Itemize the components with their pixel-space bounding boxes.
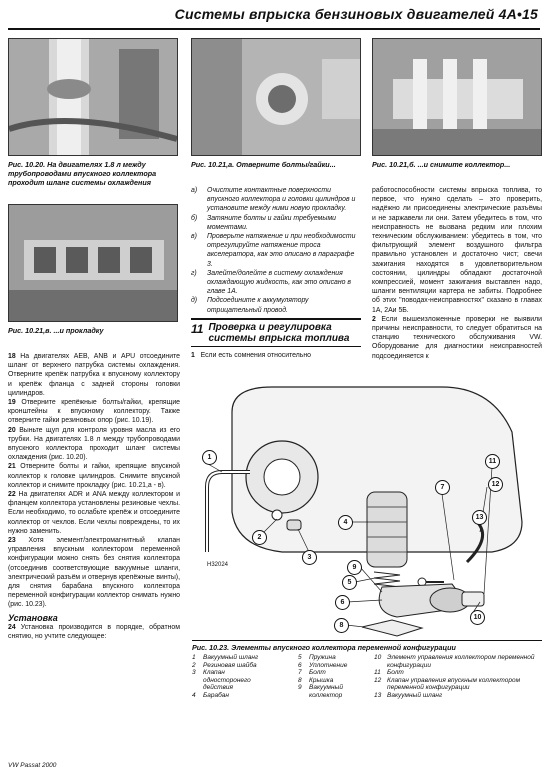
legend-column-2 [298, 654, 368, 700]
section-11-para-1: 1 Если есть сомнения относительно [191, 352, 312, 359]
legend-item: 11 Болт [374, 669, 404, 677]
right-para-2: 2 Если вышеизложенные проверки не выявили причины неисправности, то следует обратиться на станцию технического обслуживания VW. Оборудование для диагностики неисправностей подсоединяется к [372, 315, 542, 360]
callout-11: 11 [485, 454, 500, 469]
callout-1: 1 [202, 450, 217, 465]
legend-item: 5 Пружина [298, 654, 336, 661]
legend-column-3 [374, 654, 542, 700]
step-21: 21 Отверните болты и гайки, крепящие впускной коллектор к головке цилиндров. Снимите впускной коллектор и снимите прокладку (рис. 10.21,а - в). [8, 463, 180, 489]
legend-item: 6 Уплотнение [298, 661, 348, 669]
page-header [8, 4, 540, 30]
middle-column-list [191, 186, 361, 315]
legend-item: 2 Резиновая шайба [192, 661, 257, 669]
install-heading: Установка [8, 612, 58, 623]
page-footer: VW Passat 2000 [8, 762, 57, 769]
legend-item: 9 Вакуумный коллектор [298, 684, 343, 699]
step-20: 20 Выньте щуп для контроля уровня масла из его трубки. На двигателях 1.8 л между трубопроводами впускного коллектора проходит шланг системы охлаждения (рис. 10.20). [8, 426, 180, 462]
diagram-drawing [192, 372, 542, 637]
callout-3: 3 [302, 550, 317, 565]
callout-6: 6 [335, 595, 350, 610]
list-item-a: а) Очистите контактные поверхности впускного коллектора и головки цилиндров и установите между ними новую прокладку. [191, 187, 356, 213]
callout-9: 9 [347, 560, 362, 575]
step-18: 18 На двигателях AEB, ANB и APU отсоедините шланг от верхнего патрубка системы охлаждения. Отверните крепёж патрубка к впускному коллектору и крепёж фланца с задней стороны головки цилиндров. [8, 353, 180, 397]
list-item-b: б) Затяните болты и гайки требуемыми моментами. [191, 214, 337, 231]
legend-item: 3 Клапан односторонего действия [192, 669, 251, 692]
page-title: Системы впрыска бензиновых двигателей 4А•15 [174, 6, 538, 22]
legend-item: 8 Крышка [298, 676, 334, 684]
drawing-code: H32024 [207, 562, 229, 568]
caption-fig-10-21b: Рис. 10.21,б. ...и снимите коллектор... [372, 160, 511, 169]
legend-column-1 [192, 654, 287, 700]
callout-10: 10 [470, 610, 485, 625]
caption-fig-10-21a: Рис. 10.21,а. Отверните болты/гайки... [191, 160, 336, 169]
callout-2: 2 [252, 530, 267, 545]
right-column-text [372, 186, 542, 361]
photo-fig-10-21b [372, 38, 542, 156]
diagram-fig-10-23 [192, 372, 542, 637]
legend-item: 7 Болт [298, 669, 326, 677]
step-23: 23 Хотя элемент/электромагнитный клапан управления впускным коллектором переменной конфигурации можно снять без снятия коллектора (отсоединив соответствующие вакуумные шланги, электрический разъём и отвернув крепёжные винты), для снятия барабана впускного коллектора переменной конфигурации коллектор снимать нужно (рис. 10.23). [8, 537, 180, 609]
list-item-g: г) Залейте/долейте в систему охлаждения охлаждающую жидкость, как это описано в главе 1А. [191, 269, 351, 296]
legend-item: 10 Элемент управления коллектором переменной конфигурации [374, 654, 535, 669]
left-column-steps [8, 352, 180, 641]
section-title-line1: Проверка и регулировка [208, 322, 332, 333]
right-para-1: работоспособности системы впрыска топлива, то первое, что нужно сделать – это проверить, надёжно ли присоединены электрические разъёмы и не заржавели ли они. Затем убедитесь в том, что неисправность не вызвана редким или плохим техническим обслуживанием: убедитесь в том, что фильтрующий элемент воздушного фильтра правильно установлен и достаточно чист; свечи зажигания находятся в удовлетворительном состоянии, цилиндры обладают достаточной компрессией, момент зажигания выставлен надо, шланги вентиляции картера не забиты. Подробнее об этих "поводах-неисправностях" сказано в главах 1А, 2Аи 5Б. [372, 187, 542, 314]
step-19: 19 Отверните крепёжные болты/гайки, крепящие кронштейны к впускному коллектору. Также отверните гайки резиновых опор (рис. 10.19). [8, 399, 181, 425]
photo-fig-10-21a [191, 38, 361, 156]
callout-5: 5 [342, 575, 357, 590]
caption-fig-10-23: Рис. 10.23. Элементы впускного коллектора переменной конфигурации [192, 640, 542, 652]
caption-fig-10-21v: Рис. 10.21,в. ...и прокладку [8, 326, 104, 335]
step-22: 22 На двигателях ADR и ANA между коллектором и фланцем коллектора установлены резиновые чехлы. Если необходимо, то ослабьте крепёж и отсоедините коллектор от чехлов. Если чехлы повреждены, то их нужно заменить. [8, 491, 180, 535]
section-number: 11 [191, 322, 204, 336]
callout-8: 8 [334, 618, 349, 633]
photo-fig-10-21v [8, 204, 178, 322]
legend-item: 1 Вакуумный шланг [192, 654, 259, 661]
step-24: 24 Установка производится в порядке, обратном снятию, но учтите следующее: [8, 623, 180, 640]
legend-item: 4 Барабан [192, 691, 229, 699]
callout-13: 13 [472, 510, 487, 525]
section-title-line2: системы впрыска топлива [208, 333, 350, 344]
section-11-heading [191, 318, 361, 360]
legend-item: 13 Вакуумный шланг [374, 691, 443, 699]
caption-fig-10-20: Рис. 10.20. На двигателях 1.8 л между трубопроводами впускного коллектора проходит шланг системы охлаждения [8, 160, 157, 187]
legend-item: 12 Клапан управления впускным коллектором переменной конфигурации [374, 676, 521, 692]
callout-7: 7 [435, 480, 450, 495]
photo-fig-10-20 [8, 38, 178, 156]
callout-4: 4 [338, 515, 353, 530]
list-item-d: д) Подсоедините к аккумулятору отрицательный провод. [191, 297, 309, 314]
list-item-v: в) Проверьте натяжение и при необходимости отрегулируйте натяжение троса акселератора, как это описано в параграфе 3. [191, 233, 356, 268]
callout-12: 12 [488, 477, 503, 492]
